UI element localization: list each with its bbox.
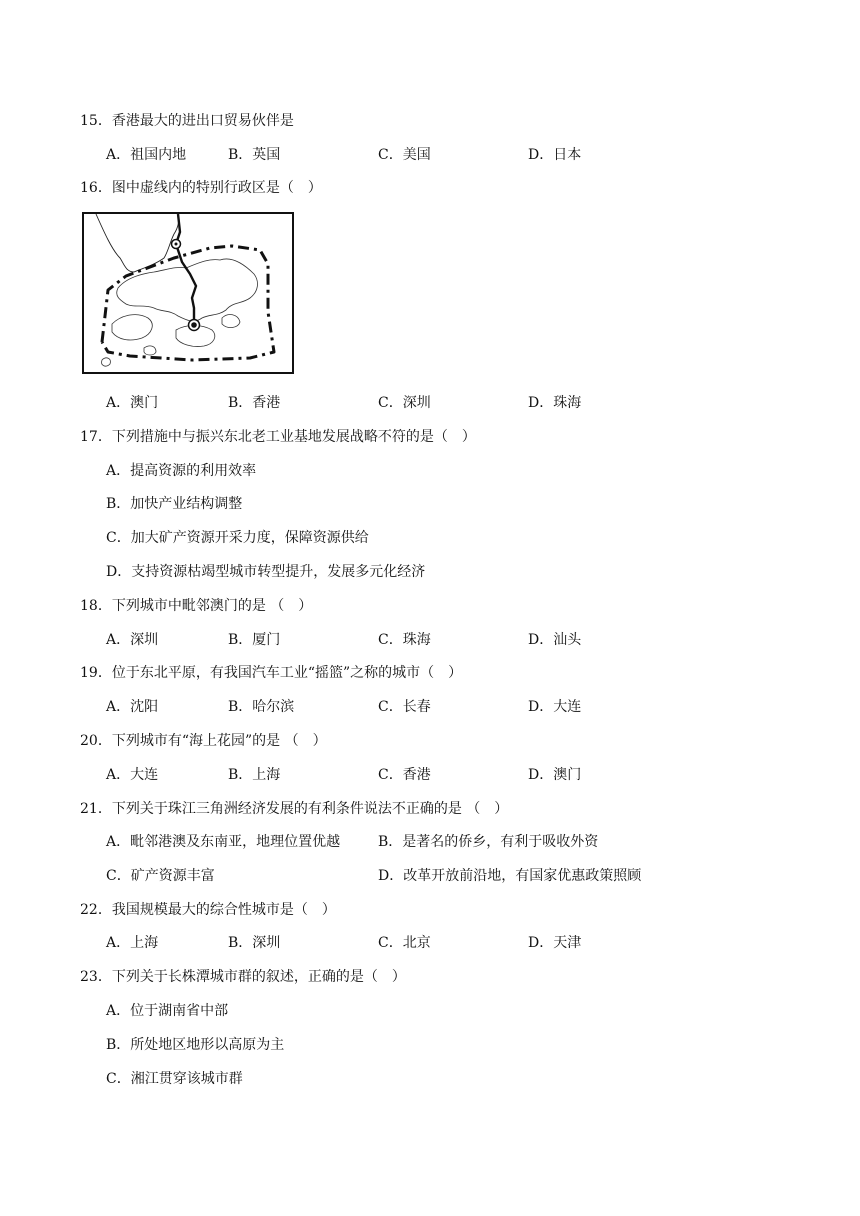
option-b[interactable]: B．上海	[228, 767, 281, 783]
option-c[interactable]: C．湘江贯穿该城市群	[106, 1071, 243, 1087]
option-b[interactable]: B．英国	[228, 147, 281, 163]
option-a[interactable]: A．上海	[106, 935, 159, 951]
question-23	[80, 967, 406, 987]
option-b[interactable]: B．哈尔滨	[228, 699, 295, 715]
option-a[interactable]: A．大连	[106, 767, 159, 783]
option-d[interactable]: D．澳门	[528, 767, 582, 783]
option-a[interactable]: A．提高资源的利用效率	[106, 463, 257, 479]
option-b[interactable]: B．加快产业结构调整	[106, 496, 243, 512]
question-number: 22．	[80, 902, 112, 918]
question-21	[80, 799, 508, 819]
option-d[interactable]: D．大连	[528, 699, 582, 715]
option-b[interactable]: B．所处地区地形以高原为主	[106, 1037, 285, 1053]
question-18	[80, 596, 312, 616]
question-number: 15．	[80, 113, 112, 129]
option-d[interactable]: D．珠海	[528, 395, 582, 411]
option-a[interactable]: A．深圳	[106, 632, 159, 648]
option-a[interactable]: A．沈阳	[106, 699, 159, 715]
question-19	[80, 663, 462, 683]
option-c[interactable]: C．加大矿产资源开采力度，保障资源供给	[106, 530, 369, 546]
option-a[interactable]: A．澳门	[106, 395, 159, 411]
option-c[interactable]: C．深圳	[378, 395, 431, 411]
option-d[interactable]: D．汕头	[528, 632, 582, 648]
question-text: 图中虚线内的特别行政区是（ ）	[111, 180, 322, 196]
question-text: 下列城市有“海上花园”的是 （ ）	[111, 733, 327, 749]
option-d[interactable]: D．改革开放前沿地，有国家优惠政策照顾	[378, 868, 642, 884]
question-number: 23．	[80, 969, 112, 985]
question-22	[80, 900, 336, 920]
hong-kong-map-figure	[82, 212, 294, 374]
option-a[interactable]: A．毗邻港澳及东南亚，地理位置优越	[106, 834, 341, 850]
question-number: 18．	[80, 598, 112, 614]
option-c[interactable]: C．香港	[378, 767, 431, 783]
option-c[interactable]: C．美国	[378, 147, 431, 163]
option-c[interactable]: C．北京	[378, 935, 431, 951]
option-c[interactable]: C．珠海	[378, 632, 431, 648]
option-b[interactable]: B．香港	[228, 395, 281, 411]
city-marker-shenzhen-dot	[175, 243, 178, 246]
option-b[interactable]: B．是著名的侨乡，有利于吸收外资	[378, 834, 599, 850]
option-a[interactable]: A．位于湖南省中部	[106, 1003, 229, 1019]
question-text: 香港最大的进出口贸易伙伴是	[111, 113, 294, 129]
option-b[interactable]: B．厦门	[228, 632, 281, 648]
question-15	[80, 111, 294, 131]
option-a[interactable]: A．祖国内地	[106, 147, 187, 163]
question-text: 位于东北平原，有我国汽车工业“摇篮”之称的城市（ ）	[111, 665, 463, 681]
question-20	[80, 731, 327, 751]
option-d[interactable]: D．日本	[528, 147, 582, 163]
question-16	[80, 178, 322, 198]
question-text: 下列关于珠江三角洲经济发展的有利条件说法不正确的是 （ ）	[111, 801, 509, 817]
option-c[interactable]: C．矿产资源丰富	[106, 868, 215, 884]
option-d[interactable]: D．天津	[528, 935, 582, 951]
question-text: 下列城市中毗邻澳门的是 （ ）	[111, 598, 313, 614]
city-marker-hong-kong-dot	[191, 322, 197, 328]
question-number: 20．	[80, 733, 112, 749]
option-d[interactable]: D．支持资源枯竭型城市转型提升，发展多元化经济	[106, 564, 426, 580]
question-number: 21．	[80, 801, 112, 817]
question-text: 下列关于长株潭城市群的叙述，正确的是（ ）	[111, 969, 406, 985]
question-number: 16．	[80, 180, 112, 196]
question-text: 下列措施中与振兴东北老工业基地发展战略不符的是（ ）	[111, 429, 476, 445]
question-number: 17．	[80, 429, 112, 445]
question-number: 19．	[80, 665, 112, 681]
question-17	[80, 427, 476, 447]
map-frame	[83, 213, 293, 373]
option-b[interactable]: B．深圳	[228, 935, 281, 951]
option-c[interactable]: C．长春	[378, 699, 431, 715]
question-text: 我国规模最大的综合性城市是（ ）	[111, 902, 336, 918]
